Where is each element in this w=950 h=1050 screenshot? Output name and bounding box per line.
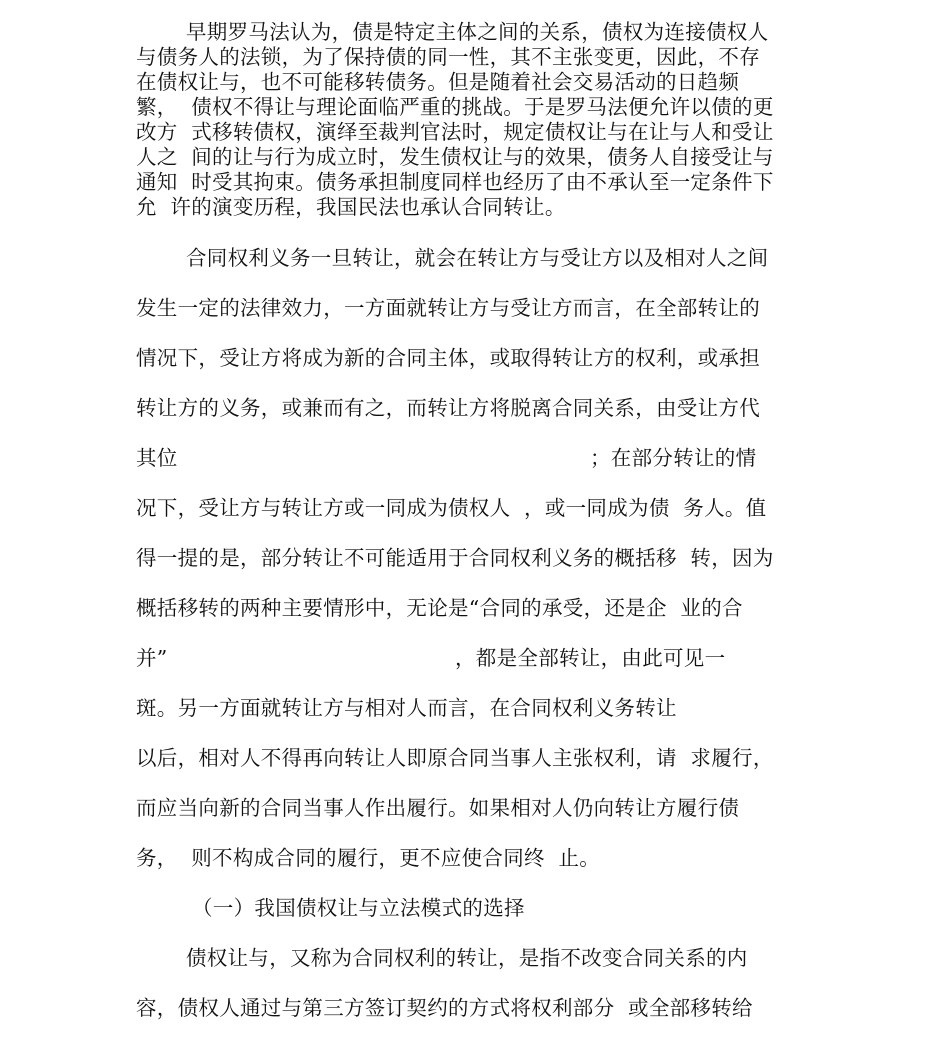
paragraph-1-line-7: 通知 时受其拘束。债务承担制度同样也经历了由不承认至一定条件下 bbox=[136, 170, 774, 194]
paragraph-2-line-2: 发生一定的法律效力，一方面就转让方与受让方而言，在全部转让的 bbox=[136, 296, 760, 320]
paragraph-3-line-2: 容，债权人通过与第三方签订契约的方式将权利部分 或全部移转给 bbox=[136, 996, 753, 1020]
paragraph-2-line-3: 情况下，受让方将成为新的合同主体，或取得转让方的权利，或承担 bbox=[136, 346, 760, 370]
paragraph-1-line-4: 繁， 债权不得让与理论面临严重的挑战。于是罗马法便允许以债的更 bbox=[136, 95, 774, 119]
paragraph-2-line-13: 务， 则不构成合同的履行，更不应使合同终 止。 bbox=[136, 846, 601, 870]
paragraph-2-line-4: 转让方的义务，或兼而有之，而转让方将脱离合同关系，由受让方代 bbox=[136, 396, 760, 420]
paragraph-2-line-10: 斑。另一方面就转让方与相对人而言，在合同权利义务转让 bbox=[136, 696, 677, 720]
paragraph-2-line-5-continued: ；在部分转让的情 bbox=[590, 446, 757, 470]
paragraph-1-line-2: 与债务人的法锁，为了保持债的同一性，其不主张变更，因此，不存 bbox=[136, 45, 760, 69]
paragraph-2-line-8: 概括移转的两种主要情形中，无论是“合同的承受，还是企 业的合 bbox=[136, 596, 743, 620]
paragraph-1-line-8: 允 许的演变历程，我国民法也承认合同转让。 bbox=[136, 195, 566, 219]
paragraph-2-line-5: 其位 bbox=[136, 446, 178, 470]
paragraph-2-line-11: 以后，相对人不得再向转让人即原合同当事人主张权利，请 求履行， bbox=[136, 746, 774, 770]
paragraph-1-line-3: 在债权让与，也不可能移转债务。但是随着社会交易活动的日趋频 bbox=[136, 70, 740, 94]
paragraph-1-line-5: 改方 式移转债权，演绎至裁判官法时，规定债权让与在让与人和受让 bbox=[136, 120, 774, 144]
paragraph-3-line-1: 债权让与，又称为合同权利的转让，是指不改变合同关系的内 bbox=[186, 946, 748, 970]
paragraph-2-line-9-continued: ，都是全部转让，由此可见一 bbox=[455, 646, 726, 670]
section-heading: （一）我国债权让与立法模式的选择 bbox=[192, 896, 525, 920]
paragraph-2-line-7: 得一提的是，部分转让不可能适用于合同权利义务的概括移 转，因为 bbox=[136, 546, 774, 570]
paragraph-2-line-12: 而应当向新的合同当事人作出履行。如果相对人仍向转让方履行债 bbox=[136, 796, 740, 820]
paragraph-2-line-6: 况下，受让方与转让方或一同成为债权人 ，或一同成为债 务人。值 bbox=[136, 496, 767, 520]
paragraph-2-line-1: 合同权利义务一旦转让，就会在转让方与受让方以及相对人之间 bbox=[186, 246, 769, 270]
paragraph-2-line-9: 并” bbox=[136, 646, 168, 670]
paragraph-1-line-6: 人之 间的让与行为成立时，发生债权让与的效果，债务人自接受让与 bbox=[136, 145, 774, 169]
paragraph-1-line-1: 早期罗马法认为，债是特定主体之间的关系，债权为连接债权人 bbox=[186, 20, 769, 44]
